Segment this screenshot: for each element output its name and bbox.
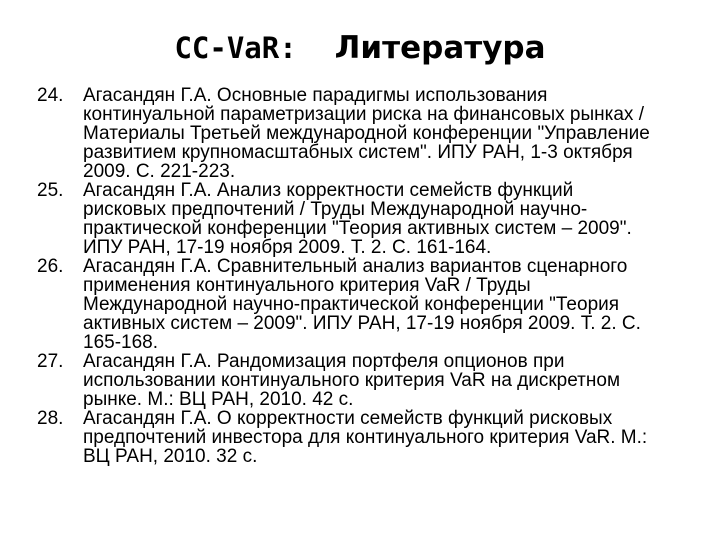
reference-line: использовании континуального критерия VaR на дискретном [83, 370, 621, 391]
reference-line: ИПУ РАН, 17-19 ноября 2009. Т. 2. С. 161-164. [83, 237, 492, 258]
reference-text [83, 86, 708, 181]
reference-line: рынке. М.: ВЦ РАН, 2010. 42 с. [83, 389, 354, 410]
reference-line: Агасандян Г.А. Рандомизация портфеля опционов при [83, 351, 565, 372]
reference-text [83, 409, 708, 466]
reference-line: Агасандян Г.А. Сравнительный анализ вариантов сценарного [83, 256, 628, 277]
reference-line: Агасандян Г.А. Основные парадигмы использования [83, 85, 548, 106]
reference-line: Международной научно-практической конференции "Теория [83, 294, 620, 315]
reference-number: 26. [37, 256, 64, 277]
reference-line: активных систем – 2009". ИПУ РАН, 17-19 ноября 2009. Т. 2. С. [83, 313, 641, 334]
reference-line: Материалы Третьей международной конференции "Управление [83, 123, 650, 144]
reference-number: 24. [37, 85, 64, 106]
reference-item [0, 352, 720, 409]
reference-line: ВЦ РАН, 2010. 32 с. [83, 446, 258, 467]
reference-item [0, 181, 720, 257]
reference-line: практической конференции "Теория активных систем – 2009". [83, 218, 632, 239]
slide-title [0, 28, 720, 69]
reference-text [83, 257, 708, 352]
reference-number: 25. [37, 180, 64, 201]
reference-item [0, 86, 720, 181]
reference-line: Агасандян Г.А. Анализ корректности семейств функций [83, 180, 574, 201]
reference-item [0, 257, 720, 352]
reference-number: 27. [37, 351, 64, 372]
reference-item [0, 409, 720, 466]
reference-line: Агасандян Г.А. О корректности семейств функций рисковых [83, 408, 613, 429]
slide-title-main: Литература [334, 30, 546, 66]
reference-line: 2009. С. 221-223. [83, 161, 236, 182]
reference-line: рисковых предпочтений / Труды Международной научно- [83, 199, 588, 220]
reference-list [0, 86, 720, 466]
reference-line: континуальной параметризации риска на финансовых рынках / [83, 104, 644, 125]
reference-line: применения континуального критерия VaR / Труды [83, 275, 531, 296]
reference-line: предпочтений инвестора для континуального критерия VaR. М.: [83, 427, 648, 448]
reference-line: развитием крупномасштабных систем". ИПУ РАН, 1-3 октября [83, 142, 633, 163]
slide-title-prefix: CC-VaR: [174, 31, 297, 65]
reference-text [83, 352, 708, 409]
reference-line: 165-168. [83, 332, 159, 353]
reference-number: 28. [37, 408, 64, 429]
reference-text [83, 181, 708, 257]
